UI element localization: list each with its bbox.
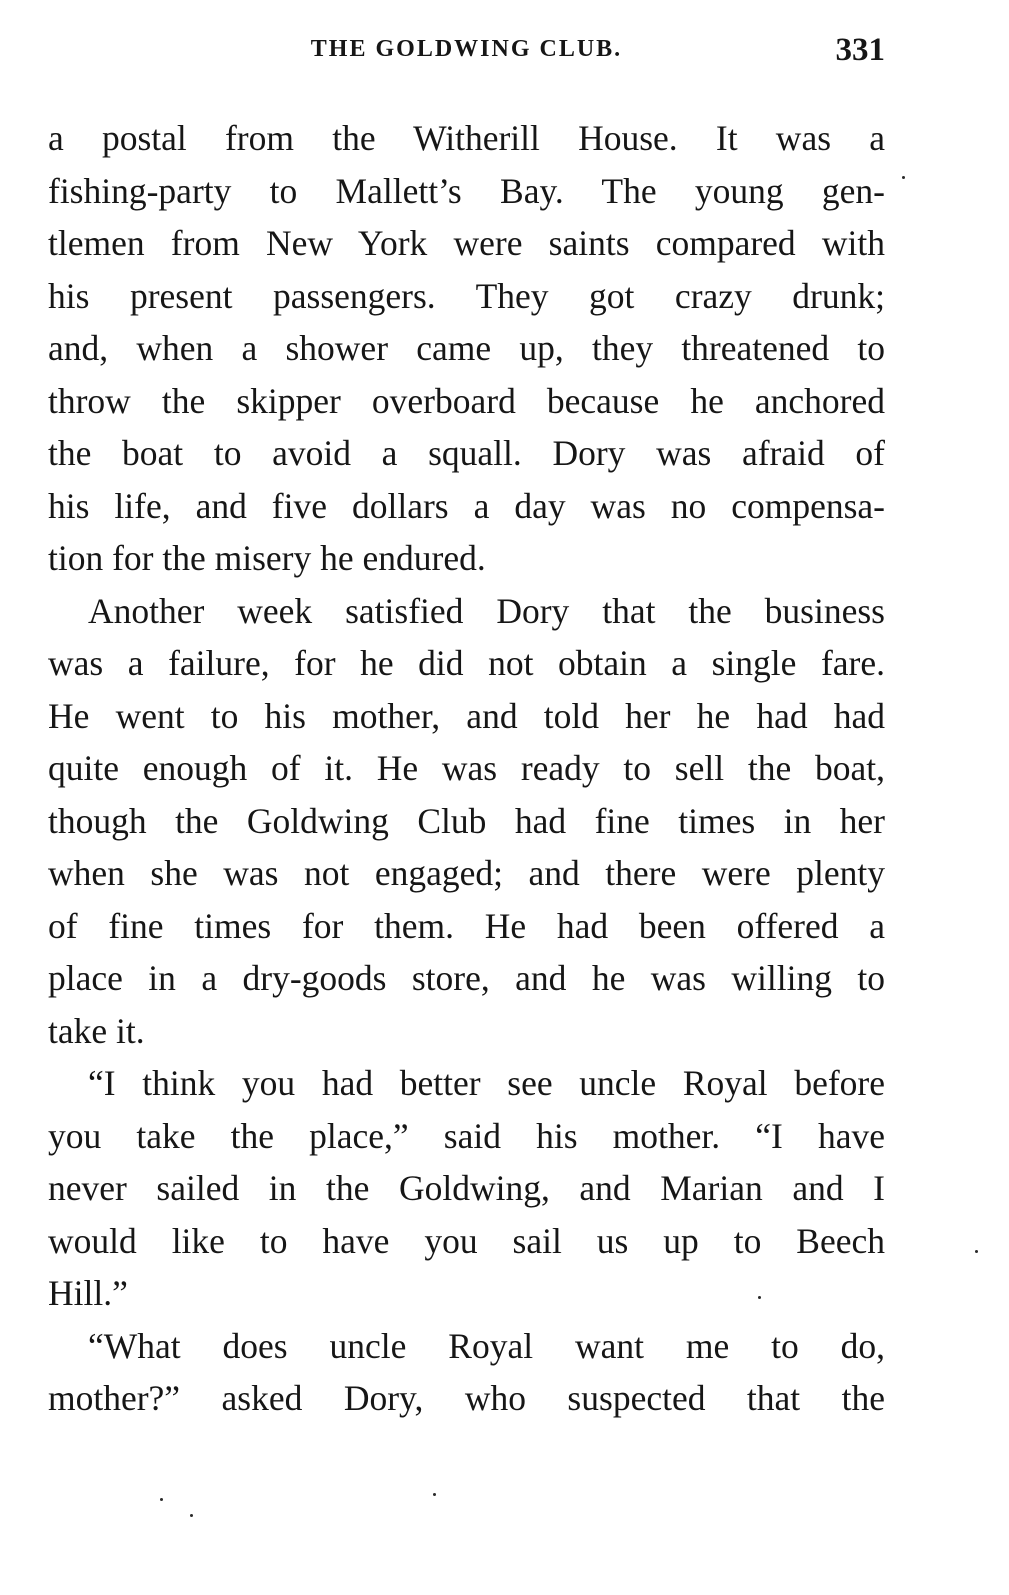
text-line: fishing-party to Mallett’s Bay. The young gen- (48, 170, 885, 211)
text-line: tion for the misery he endured. (48, 538, 486, 578)
text-line: He went to his mother, and told her he had had (48, 695, 885, 736)
running-title: THE GOLDWING CLUB. (310, 36, 623, 62)
text-line: of fine times for them. He had been offered a (48, 905, 885, 946)
text-line: would like to have you sail us up to Beech (48, 1220, 885, 1261)
print-speck (160, 1498, 163, 1501)
text-line: you take the place,” said his mother. “I have (48, 1115, 885, 1156)
body-text (48, 112, 885, 1425)
text-line: was a failure, for he did not obtain a single fare. (48, 643, 885, 683)
print-speck (902, 176, 905, 179)
text-line: his life, and five dollars a day was no compensa- (48, 485, 885, 526)
text-line: quite enough of it. He was ready to sell the boat, (48, 748, 885, 788)
text-line: never sailed in the Goldwing, and Marian and I (48, 1168, 885, 1208)
text-line: take it. (48, 1010, 145, 1051)
print-speck (190, 1514, 193, 1517)
page-number: 331 (835, 32, 885, 68)
text-line: Hill.” (48, 1273, 128, 1313)
text-line: the boat to avoid a squall. Dory was afraid of (48, 433, 885, 473)
text-line: his present passengers. They got crazy drunk; (48, 275, 885, 316)
text-line: tlemen from New York were saints compared with (48, 223, 885, 263)
print-speck (433, 1493, 436, 1496)
text-line: Another week satisfied Dory that the business (88, 590, 885, 631)
text-line: mother?” asked Dory, who suspected that the (48, 1378, 885, 1418)
text-line: though the Goldwing Club had fine times in her (48, 800, 885, 841)
text-line: a postal from the Witherill House. It was a (48, 118, 885, 158)
text-line: “What does uncle Royal want me to do, (88, 1325, 885, 1366)
print-speck (758, 1296, 761, 1299)
running-head (48, 32, 885, 72)
text-line: place in a dry-goods store, and he was willing to (48, 958, 885, 998)
text-line: and, when a shower came up, they threatened to (48, 328, 885, 368)
text-line: “I think you had better see uncle Royal before (88, 1063, 885, 1103)
print-speck (975, 1250, 978, 1253)
text-line: throw the skipper overboard because he anchored (48, 380, 885, 421)
text-line: when she was not engaged; and there were plenty (48, 853, 885, 893)
